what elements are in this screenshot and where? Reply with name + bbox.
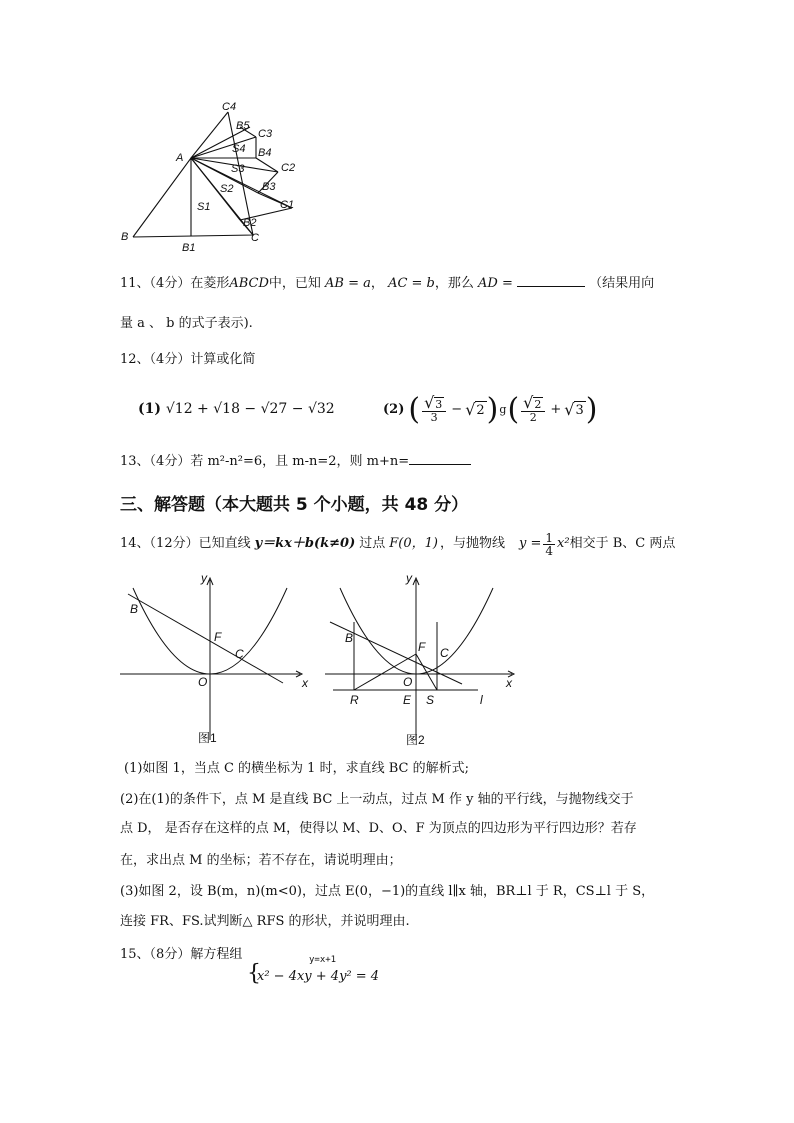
point-b-label: B	[345, 631, 354, 645]
label-c4: C4	[222, 101, 237, 113]
point-f-label: F	[418, 640, 426, 654]
label-c: C	[251, 232, 259, 244]
point-e-label: E	[403, 693, 412, 707]
section-title: 三、解答题（本大题共 5 个小题，共 48 分）	[120, 495, 469, 515]
point-s-label: S	[426, 693, 435, 707]
label-s2: S2	[220, 183, 234, 195]
axis-x-label: x	[506, 676, 512, 690]
label-c1: C1	[280, 199, 295, 211]
question-14-part2-line3: 在，求出点 M 的坐标；若不存在，请说明理由；	[120, 853, 402, 868]
label-c2: C2	[281, 162, 296, 174]
question-12-title: 12、（4分）计算或化简	[120, 352, 256, 367]
equation-2: x² − 4xy + 4y² = 4	[257, 969, 380, 984]
answer-blank[interactable]	[517, 274, 585, 287]
left-brace: {	[247, 961, 261, 986]
question-14-part3-line2: 连接 FR、FS.试判断△ RFS 的形状，并说明理由.	[120, 914, 410, 929]
answer-blank[interactable]	[409, 452, 471, 465]
question-11-line1: 11、（4分）在菱形ABCD中，已知 AB = a， AC = b，那么 AD = （结果用向	[120, 276, 655, 291]
question-14-part1: (1)如图 1，当点 C 的横坐标为 1 时，求直线 BC 的解析式;	[124, 761, 469, 776]
label-b3: B3	[262, 181, 276, 193]
label-b2: B2	[243, 217, 257, 229]
point-r-label: R	[350, 693, 359, 707]
label-b4: B4	[258, 147, 272, 159]
origin-label: O	[403, 675, 413, 689]
equation-1: y=x+1	[309, 955, 337, 965]
label-b1: B1	[182, 242, 196, 254]
point-c-label: C	[235, 647, 244, 661]
question-14-part2-line2: 点 D， 是否存在这样的点 M，使得以 M、D、O、F 为顶点的四边形为平行四边形？若存	[120, 821, 637, 836]
question-12-part2: (2) ( $\frac{√3}{3}$ − √ 2 ) g ( $\frac{√2}{2}$ + √ 3 )	[383, 392, 598, 427]
question-13: 13、（4分）若 m²-n²=6，且 m-n=2，则 m+n=	[120, 452, 471, 471]
axis-x-label: x	[302, 676, 308, 690]
label-c3: C3	[258, 128, 273, 140]
question-15: 15、（8分）解方程组	[120, 947, 243, 962]
point-f-label: F	[214, 630, 222, 644]
label-b5: B5	[236, 120, 250, 132]
graph-figure-1	[118, 570, 313, 750]
figure-2-caption: 图2	[406, 733, 425, 747]
question-14-part3-line1: (3)如图 2，设 B(m，n)(m<0)，过点 E(0，−1)的直线 l∥x 轴，BR⊥l 于 R，CS⊥l 于 S，	[120, 884, 655, 899]
axis-y-label: y	[406, 571, 412, 585]
label-b: B	[121, 231, 129, 243]
question-14-intro: 14、（12分）已知直线 y＝kx＋b(k≠0) 过点 F(0，1) ，与抛物线 y = $\frac{1}{4}$ x² 相交于 B、C 两点	[120, 530, 676, 558]
label-a: A	[176, 152, 184, 164]
question-14-part2-line1: (2)在(1)的条件下，点 M 是直线 BC 上一动点，过点 M 作 y 轴的平行线，与抛物线交于	[120, 792, 634, 807]
label-s3: S3	[231, 163, 245, 175]
origin-label: O	[198, 675, 208, 689]
axis-y-label: y	[201, 571, 207, 585]
graph-figure-2	[322, 570, 522, 750]
question-12-part1: (1) √12 + √18 − √27 − √32	[138, 401, 335, 417]
triangle-chain-figure	[118, 98, 308, 258]
point-b-label: B	[130, 602, 139, 616]
question-11-line2: 量 a 、 b 的式子表示).	[120, 316, 253, 331]
line-l-label: l	[480, 693, 483, 707]
figure-1-caption: 图1	[198, 731, 217, 745]
label-s4: S4	[232, 143, 246, 155]
label-s1: S1	[197, 201, 211, 213]
point-c-label: C	[440, 646, 449, 660]
